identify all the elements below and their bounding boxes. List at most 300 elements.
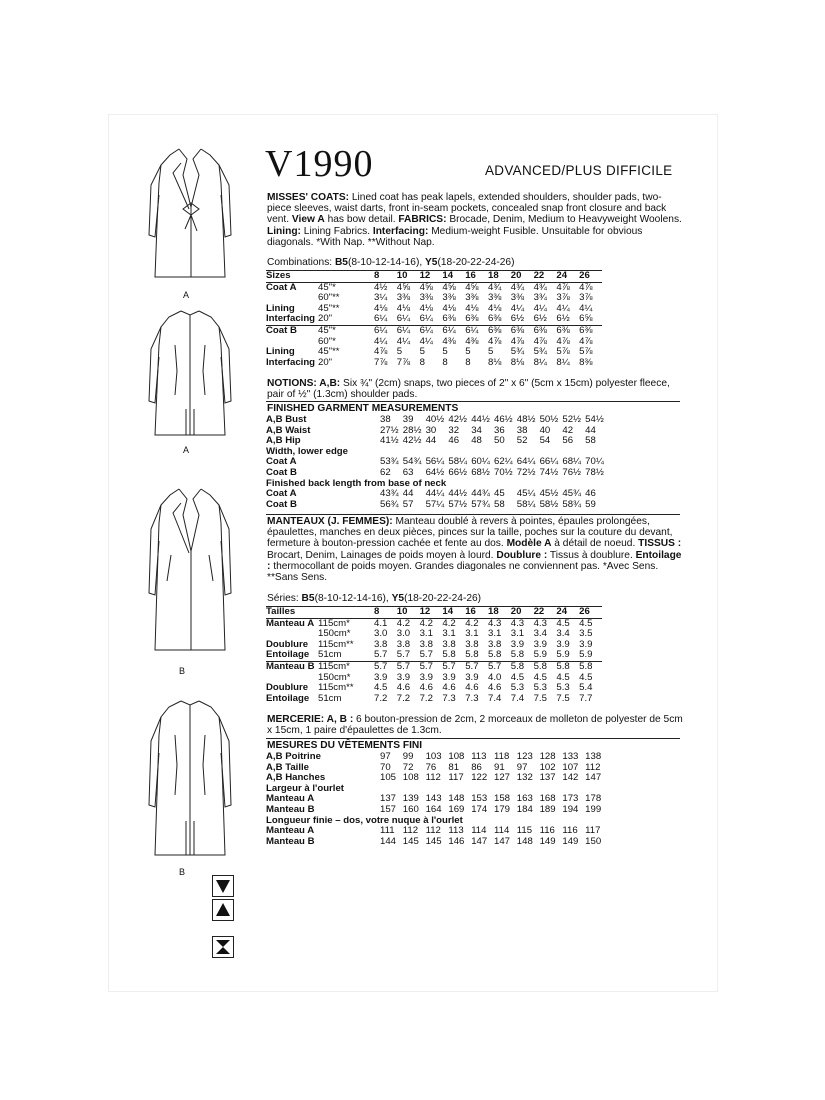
size-value: 4⅝ [419, 281, 433, 293]
figure-label: B [179, 867, 186, 877]
measurement-value: 122 [471, 772, 488, 784]
measurement-value: 44½ [471, 414, 490, 425]
measurement-value: 179 [493, 803, 510, 815]
measurement-value: 57¾ [471, 498, 490, 510]
measurement-value: 30 [425, 424, 437, 436]
table-row [266, 752, 608, 763]
measurement-value: 74½ [539, 466, 559, 478]
row-label: Manteau A [266, 617, 315, 629]
size-value: 4.3 [533, 617, 547, 629]
size-value: 7.2 [374, 692, 388, 704]
interfacing-label: Interfacing: [372, 225, 429, 237]
measurement-value: 38 [516, 424, 528, 436]
size-value: 4.2 [442, 617, 456, 629]
size-value: 8 [465, 356, 471, 368]
description-heading-fr: MANTEAUX (J. FEMMES): [267, 516, 393, 527]
measurement-value: 113 [448, 825, 464, 837]
size-value: 6⅜ [442, 313, 456, 325]
size-value: 4⅞ [510, 335, 525, 347]
interfacing-text: Medium-weight Fusible. Unsuitable for obvious diagonals. *With Nap. **Without Nap. [267, 225, 643, 248]
measurement-value: 163 [516, 793, 533, 805]
measurement-value: 145 [425, 835, 442, 847]
measurement-value: 46 [585, 488, 596, 500]
measurement-value: 64½ [425, 466, 445, 478]
measurement-value: 149 [539, 835, 556, 847]
measurement-value: 68¼ [562, 456, 582, 468]
view-a-text: has bow detail. [324, 214, 399, 226]
measurement-value: 44¼ [425, 488, 445, 500]
measurement-value: 76½ [562, 466, 582, 478]
measurement-value: 97 [516, 761, 528, 773]
measurement-value: 174 [471, 803, 488, 815]
fabrics-text-fr: Brocart, Denim, Lainages de poids moyen à lourd. [267, 549, 497, 561]
figure-label: A [183, 445, 190, 455]
lining-text-fr: Tissus à doublure. [547, 549, 636, 561]
size-value: 5 [442, 346, 448, 358]
size-value: 5.3 [556, 682, 570, 694]
column-header [318, 271, 374, 283]
table-row [266, 468, 608, 479]
size-value: 8⅛ [487, 356, 502, 368]
measurement-value: 164 [425, 803, 442, 815]
view-a-label: View A [291, 214, 325, 226]
measurement-value: 28½ [402, 424, 422, 436]
size-value: 4¾ [533, 281, 547, 293]
size-value: 5 [396, 346, 403, 358]
measurement-value: 54½ [585, 414, 604, 425]
row-label: Manteau B [266, 803, 315, 815]
size-value: 4¼ [396, 335, 411, 347]
triangle-up-icon [212, 899, 234, 921]
size-value: 5.7 [420, 661, 443, 672]
measurement-value: 158 [493, 793, 510, 805]
size-value: 3⅜ [396, 292, 411, 304]
measurement-value: 189 [539, 803, 556, 815]
size-value: 4⅜ [465, 335, 479, 347]
size-value: 8⅜ [579, 356, 593, 368]
size-value: 4⅛ [419, 302, 433, 314]
size-value: 6⅜ [488, 325, 511, 336]
measurement-value: 97 [380, 751, 391, 762]
measurement-value: 44 [425, 435, 437, 447]
measurement-value: 147 [585, 772, 602, 784]
row-label: Interfacing [266, 356, 316, 368]
size-value: 7.7 [579, 692, 593, 704]
size-value: 3⅜ [510, 292, 525, 304]
size-value: 6½ [510, 313, 525, 325]
size-value: 3.8 [396, 638, 411, 650]
measurement-value: 44¾ [471, 488, 490, 500]
size-value: 4⅛ [487, 302, 502, 314]
column-header: 18 [488, 271, 511, 283]
measurement-value: 36 [493, 424, 505, 436]
size-value: 5.7 [396, 649, 411, 661]
divider [266, 401, 680, 402]
size-value: 8¼ [533, 356, 547, 368]
size-value: 3.4 [533, 628, 547, 640]
measurement-value: 132 [516, 772, 533, 784]
row-label: Entoilage [266, 692, 310, 704]
size-value: 5.8 [487, 649, 502, 661]
column-header: 24 [556, 607, 579, 619]
row-subheading: Finished back length from base of neck [266, 477, 447, 489]
size-value: 3.8 [374, 638, 388, 650]
size-value: 6¼ [419, 313, 433, 325]
description-french [267, 516, 685, 583]
measurement-value: 48½ [516, 414, 536, 425]
measurement-value: 57¼ [425, 498, 445, 510]
measurement-value: 102 [539, 761, 556, 773]
notions-label: NOTIONS: A,B: [267, 378, 341, 389]
measurement-value: 178 [585, 793, 602, 805]
combination-b5-code: B5 [334, 257, 348, 268]
measurement-value: 137 [380, 793, 397, 805]
size-value: 5.7 [442, 661, 465, 672]
size-value: 7.4 [487, 692, 502, 704]
measurement-value: 44 [585, 424, 596, 436]
column-header: 8 [374, 607, 397, 619]
size-value: 5.7 [374, 649, 388, 661]
size-value: 3.9 [510, 638, 525, 650]
size-value: 4¾ [510, 281, 525, 293]
row-subheading: Width, lower edge [266, 445, 348, 457]
measurement-value: 66¼ [539, 456, 559, 468]
size-value: 6½ [556, 313, 570, 325]
difficulty-level: ADVANCED/PLUS DIFFICILE [485, 163, 673, 178]
measurement-value: 111 [380, 825, 395, 837]
notions-text-fr: 6 bouton-pression de 2cm, 2 morceaux de molleton de polyester de 5cm x 15cm, 1 paire d'épaulettes de 1.3cm. [267, 714, 683, 737]
size-value: 5 [465, 346, 471, 358]
measurement-value: 44½ [448, 488, 468, 500]
measurement-value: 38 [380, 414, 391, 425]
finished-measurements-english [266, 415, 608, 510]
coat-a-front-drawing [145, 145, 235, 300]
size-value: 4¼ [579, 302, 593, 314]
size-value: 5.7 [397, 661, 420, 672]
interfacing-label-fr: Entoilage : [267, 549, 682, 572]
row-label: A,B Hip [266, 435, 301, 447]
size-value: 6⅜ [579, 325, 602, 336]
size-value: 7.4 [510, 692, 525, 704]
size-value: 3⅞ [556, 292, 570, 304]
size-value: 4.6 [487, 682, 502, 694]
size-value: 5.7 [419, 649, 433, 661]
fabric-width: 45"** [318, 346, 340, 358]
size-value: 5.8 [556, 661, 579, 672]
table-row [266, 683, 602, 694]
size-value: 4.3 [487, 617, 502, 629]
coat-a-back-drawing [145, 305, 235, 455]
size-value: 3⅜ [442, 292, 456, 304]
measurement-value: 143 [425, 793, 442, 805]
table-row [266, 640, 602, 651]
finished-measurements-french [266, 752, 608, 847]
row-label: Coat A [266, 281, 297, 293]
measurement-value: 40½ [425, 414, 445, 425]
size-value: 7.5 [533, 692, 547, 704]
size-value: 4.1 [374, 617, 388, 629]
table-row [266, 837, 608, 848]
size-value: 5¾ [533, 346, 547, 358]
triangle-down-icon [212, 875, 234, 897]
size-value: 3¼ [374, 292, 388, 304]
row-label: A,B Hanches [266, 772, 326, 784]
measurement-value: 58¼ [448, 456, 468, 468]
column-header: 20 [511, 271, 534, 283]
measurement-value: 58¾ [562, 498, 582, 510]
size-value: 3.8 [442, 638, 456, 650]
measurement-value: 54 [539, 435, 551, 447]
column-header: 14 [442, 271, 465, 283]
row-label: Manteau B [266, 661, 318, 672]
size-value: 4⅞ [487, 335, 502, 347]
size-value: 6⅜ [534, 325, 557, 336]
measurement-value: 137 [539, 772, 556, 784]
fabric-width: 51cm [318, 692, 342, 704]
table-row [266, 293, 602, 304]
size-value: 5 [419, 346, 425, 358]
measurement-value: 147 [493, 835, 510, 847]
measurement-value: 63 [402, 466, 414, 478]
measurement-value: 116 [562, 825, 578, 837]
figure-label: A [183, 290, 190, 300]
size-value: 3.9 [419, 671, 433, 683]
size-value: 4¼ [374, 335, 388, 347]
measurement-value: 123 [516, 751, 533, 762]
size-value: 6⅜ [511, 325, 534, 336]
measurement-value: 113 [471, 751, 487, 762]
row-subheading: Longueur finie – dos, votre nuque à l'ourlet [266, 814, 463, 826]
measurement-value: 108 [448, 751, 465, 762]
size-value: 5.9 [533, 649, 547, 661]
series-line [267, 593, 481, 604]
fabric-width: 115cm* [318, 661, 374, 672]
measurement-value: 58 [493, 498, 505, 510]
measurement-value: 62¼ [493, 456, 513, 468]
series-b5-code: B5 [301, 593, 315, 604]
pattern-number: V1990 [265, 143, 374, 185]
measurement-value: 160 [402, 803, 419, 815]
size-value: 4.2 [396, 617, 411, 629]
size-value: 4.5 [579, 617, 593, 629]
column-header: 26 [579, 607, 602, 619]
column-header: 22 [534, 271, 557, 283]
size-value: 6¼ [465, 325, 488, 336]
measurement-value: 168 [539, 793, 556, 805]
measurement-value: 115 [516, 825, 533, 837]
size-value: 4⅛ [374, 302, 388, 314]
fabric-width: 115cm** [318, 638, 354, 650]
size-value: 4.0 [487, 671, 502, 683]
fabrics-label: FABRICS: [398, 214, 447, 226]
column-header: 14 [442, 607, 465, 619]
column-header: 10 [397, 607, 420, 619]
fabrics-text: Brocade, Denim, Medium to Heavyweight Woolens. [446, 214, 682, 226]
row-label: A,B Poitrine [266, 751, 321, 762]
description-english [267, 192, 685, 248]
lining-text: Lining Fabrics. [300, 225, 373, 237]
size-value: 4⅞ [533, 335, 547, 347]
measurement-value: 199 [585, 803, 602, 815]
series-y5-sizes: (18-20-22-24-26) [404, 593, 482, 604]
measurement-value: 105 [380, 772, 397, 784]
notions-text: Six ¾" (2cm) snaps, two pieces of 2" x 6" (5cm x 15cm) polyester fleece, pair of ½" (1.3cm) shoulder pads. [267, 378, 670, 401]
row-label: A,B Waist [266, 424, 311, 436]
size-value: 3.4 [556, 628, 570, 640]
table-row [266, 325, 602, 336]
measurement-value: 56¾ [380, 498, 399, 510]
row-label: A,B Bust [266, 414, 307, 425]
size-value: 7⅞ [396, 356, 411, 368]
measurement-value: 112 [425, 772, 441, 784]
column-header: Tailles [266, 607, 318, 619]
measurement-value: 78½ [585, 466, 604, 478]
measurement-value: 70½ [493, 466, 513, 478]
measurement-value: 57 [402, 498, 414, 510]
size-value: 3.8 [419, 638, 433, 650]
measurement-value: 42½ [402, 435, 422, 447]
lining-label-fr: Doublure : [496, 549, 548, 561]
size-value: 5.7 [374, 661, 397, 672]
hourglass-icon [212, 936, 234, 958]
measurement-value: 48 [471, 435, 482, 447]
combination-b5-sizes: (8-10-12-14-16), [347, 257, 425, 268]
measurement-value: 46 [448, 435, 460, 447]
size-value: 3⅜ [465, 292, 479, 304]
measurement-value: 42 [562, 424, 574, 436]
size-value: 6½ [533, 313, 547, 325]
size-value: 4⅛ [396, 302, 411, 314]
size-value: 3.5 [579, 628, 593, 640]
size-value: 3.9 [579, 638, 593, 650]
view-a-text-fr: à détail de noeud. [551, 538, 639, 550]
measurement-value: 64¼ [516, 456, 536, 468]
size-value: 5.8 [465, 649, 479, 661]
measurement-value: 50 [493, 435, 505, 447]
finished-measurements-title-fr: MESURES DU VÊTEMENTS FINI [267, 740, 423, 751]
measurement-value: 194 [562, 803, 579, 815]
finished-measurements-title: FINISHED GARMENT MEASUREMENTS [267, 403, 459, 414]
size-value: 5.8 [510, 649, 525, 661]
size-value: 4⅛ [442, 302, 456, 314]
column-header: Sizes [266, 271, 318, 283]
size-value: 3.1 [442, 628, 456, 640]
table-row [266, 304, 602, 315]
measurement-value: 32 [448, 424, 460, 436]
size-value: 4.5 [533, 671, 547, 683]
size-value: 7.5 [556, 692, 570, 704]
table-row [266, 426, 608, 437]
size-value: 3⅜ [419, 292, 433, 304]
column-header: 18 [488, 607, 511, 619]
measurement-value: 45 [493, 488, 505, 500]
size-value: 4.2 [465, 617, 479, 629]
size-value: 7.3 [465, 692, 479, 704]
measurement-value: 57½ [448, 498, 468, 510]
size-value: 3.9 [556, 638, 570, 650]
size-value: 3.9 [374, 671, 388, 683]
measurement-value: 52 [516, 435, 528, 447]
description-body-fr: Manteau doublé à revers à pointes, épaules prolongées, épaulettes, manches en deux pièces, pinces sur la taille, poches sur la couture du devant, fermeture à bouton-pression cachée et fente au dos. [267, 516, 673, 550]
size-value: 4.2 [419, 617, 433, 629]
size-value: 4⅝ [442, 281, 456, 293]
row-subheading: Largeur à l'ourlet [266, 782, 344, 794]
series-b5-sizes: (8-10-12-14-16), [314, 593, 392, 604]
measurement-value: 86 [471, 761, 482, 773]
size-value: 6¼ [396, 313, 411, 325]
size-value: 3.1 [419, 628, 433, 640]
divider [266, 738, 680, 739]
notions-label-fr: MERCERIE: A, B : [267, 714, 354, 725]
coat-b-back-drawing [145, 695, 235, 877]
table-row [266, 805, 608, 816]
size-value: 3.8 [487, 638, 502, 650]
size-value: 5.8 [511, 661, 534, 672]
size-value: 3.0 [396, 628, 411, 640]
measurement-value: 148 [448, 793, 465, 805]
size-value: 4⅞ [556, 281, 570, 293]
measurement-value: 169 [448, 803, 465, 815]
measurement-value: 148 [516, 835, 533, 847]
size-value: 8 [419, 356, 425, 368]
size-value: 5.9 [556, 649, 570, 661]
size-value: 4.5 [556, 671, 570, 683]
size-value: 4.6 [419, 682, 433, 694]
measurement-value: 58 [585, 435, 596, 447]
table-row [266, 282, 602, 293]
size-value: 4⅜ [442, 335, 456, 347]
size-value: 6¼ [374, 313, 388, 325]
combinations-prefix: Combinations: [267, 257, 335, 268]
size-value: 3¾ [533, 292, 547, 304]
size-value: 8¼ [556, 356, 570, 368]
description-body: Lined coat has peak lapels, extended shoulders, shoulder pads, two-piece sleeves, waist darts, front in-seam pockets, concealed snap front closure and back vent. [267, 192, 667, 226]
size-value: 5.9 [579, 649, 593, 661]
row-label: Coat B [266, 325, 318, 336]
measurement-value: 149 [562, 835, 579, 847]
size-value: 4⅝ [465, 281, 479, 293]
size-value: 5.3 [533, 682, 547, 694]
measurement-value: 157 [380, 803, 397, 815]
size-value: 4⅛ [465, 302, 479, 314]
coat-b-front-drawing [145, 485, 235, 676]
size-value: 7.2 [419, 692, 433, 704]
row-label: Doublure [266, 682, 309, 694]
size-value: 5⅞ [556, 346, 570, 358]
measurement-value: 41½ [380, 435, 399, 447]
size-value: 5.7 [465, 661, 488, 672]
size-value: 4⅞ [556, 335, 570, 347]
size-value: 5.8 [579, 661, 602, 672]
measurement-value: 117 [585, 825, 601, 837]
measurement-value: 142 [562, 772, 579, 784]
series-y5-code: Y5 [391, 593, 405, 604]
row-label: Doublure [266, 638, 309, 650]
column-header: 16 [465, 607, 488, 619]
measurement-value: 60¼ [471, 456, 490, 468]
measurement-value: 114 [493, 825, 510, 837]
measurement-value: 118 [493, 751, 510, 762]
fabric-width: 45"* [318, 325, 374, 336]
measurement-value: 107 [562, 761, 579, 773]
row-label: Coat A [266, 488, 297, 500]
size-value: 6¼ [442, 325, 465, 336]
size-value: 4.5 [579, 671, 593, 683]
measurement-value: 128 [539, 751, 556, 762]
row-label: Entoilage [266, 649, 310, 661]
measurement-value: 45½ [539, 488, 559, 500]
measurement-value: 184 [516, 803, 533, 815]
